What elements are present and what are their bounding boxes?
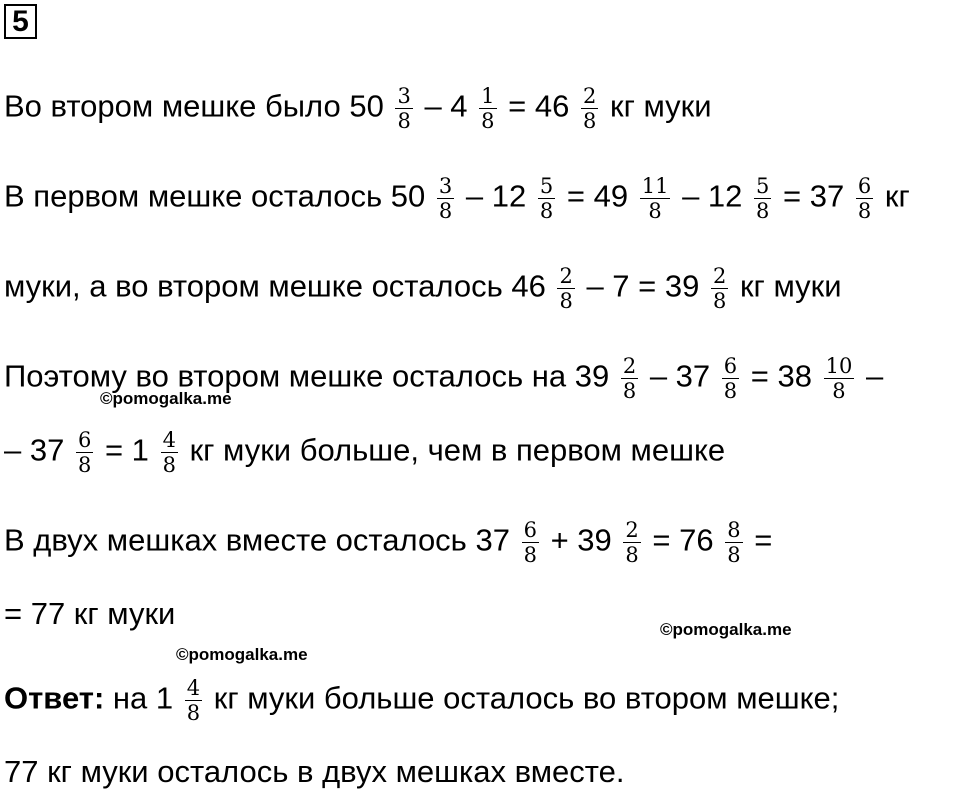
numerator: 10	[825, 354, 853, 378]
text: Во втором мешке было 50	[4, 88, 384, 124]
watermark: ©pomogalka.me	[660, 620, 792, 639]
text: кг муки	[739, 268, 842, 304]
text: = 37	[783, 178, 845, 214]
text: =	[754, 522, 773, 558]
denominator: 8	[625, 543, 639, 567]
numerator: 3	[397, 84, 411, 108]
task-number-badge: 5	[4, 4, 37, 39]
text: на 1	[112, 680, 174, 716]
numerator: 2	[712, 264, 727, 288]
numerator: 4	[186, 676, 201, 700]
text: = 38	[750, 358, 812, 394]
text: = 1	[104, 432, 149, 468]
fraction	[437, 174, 454, 223]
text: кг	[884, 178, 910, 214]
numerator: 2	[622, 354, 637, 378]
text: – 12	[465, 178, 527, 214]
numerator: 6	[857, 174, 872, 198]
denominator: 8	[559, 289, 573, 313]
watermark: ©pomogalka.me	[100, 389, 232, 408]
text: + 39	[550, 522, 612, 558]
fraction	[725, 518, 742, 567]
text: кг муки больше, чем в первом мешке	[189, 432, 726, 468]
text: = 46	[508, 88, 570, 124]
denominator: 8	[77, 453, 92, 477]
fraction	[623, 518, 640, 567]
text: – 37	[649, 358, 711, 394]
fraction	[640, 174, 671, 223]
text: –	[865, 358, 884, 394]
numerator: 6	[523, 518, 537, 542]
watermark: ©pomogalka.me	[176, 645, 308, 664]
solution-line-3	[4, 264, 842, 313]
denominator: 8	[857, 199, 872, 223]
numerator: 4	[162, 428, 176, 452]
text: – 7 = 39	[586, 268, 700, 304]
numerator: 11	[641, 174, 669, 198]
text: кг муки больше осталось во втором мешке;	[213, 680, 840, 716]
text: – 4	[424, 88, 468, 124]
answer-label: Ответ:	[4, 680, 105, 716]
fraction	[754, 174, 771, 223]
text: = 76	[652, 522, 714, 558]
answer-line	[4, 676, 839, 725]
denominator: 8	[712, 289, 727, 313]
denominator: 8	[583, 109, 597, 133]
fraction	[856, 174, 873, 223]
text: = 49	[566, 178, 629, 214]
fraction	[479, 84, 496, 133]
solution-line-2	[4, 174, 910, 223]
denominator: 8	[648, 199, 662, 223]
solution-line-7	[4, 594, 175, 634]
numerator: 3	[438, 174, 453, 198]
denominator: 8	[622, 379, 637, 403]
solution-line-6	[4, 518, 772, 567]
denominator: 8	[186, 701, 201, 725]
fraction	[76, 428, 93, 477]
denominator: 8	[162, 453, 176, 477]
numerator: 5	[539, 174, 554, 198]
numerator: 2	[559, 264, 573, 288]
numerator: 8	[727, 518, 741, 542]
denominator: 8	[438, 199, 453, 223]
text: 77 кг муки осталось в двух мешках вместе.	[4, 754, 625, 789]
fraction	[557, 264, 574, 313]
fraction	[522, 518, 539, 567]
fraction	[722, 354, 739, 403]
numerator: 6	[77, 428, 92, 452]
numerator: 1	[481, 84, 495, 108]
text: Поэтому во втором мешке осталось на 39	[4, 358, 610, 394]
text: = 77 кг муки	[4, 596, 176, 631]
fraction	[711, 264, 728, 313]
text: – 37	[4, 432, 65, 468]
denominator: 8	[397, 109, 411, 133]
fraction	[395, 84, 412, 133]
text: – 12	[682, 178, 743, 214]
numerator: 5	[756, 174, 770, 198]
answer-line-2	[4, 752, 624, 792]
denominator: 8	[727, 543, 741, 567]
fraction	[538, 174, 555, 223]
denominator: 8	[832, 379, 846, 403]
text: В первом мешке осталось 50	[4, 178, 426, 214]
text: муки, а во втором мешке осталось 46	[4, 268, 546, 304]
fraction	[161, 428, 178, 477]
denominator: 8	[523, 543, 537, 567]
fraction	[185, 676, 202, 725]
denominator: 8	[481, 109, 495, 133]
solution-line-5	[4, 428, 725, 477]
denominator: 8	[756, 199, 770, 223]
denominator: 8	[723, 379, 738, 403]
numerator: 6	[723, 354, 738, 378]
numerator: 2	[583, 84, 597, 108]
fraction	[824, 354, 855, 403]
denominator: 8	[539, 199, 554, 223]
solution-line-1	[4, 84, 712, 133]
text: В двух мешках вместе осталось 37	[4, 522, 510, 558]
text: кг муки	[610, 88, 712, 124]
fraction	[621, 354, 638, 403]
numerator: 2	[625, 518, 639, 542]
fraction	[581, 84, 598, 133]
